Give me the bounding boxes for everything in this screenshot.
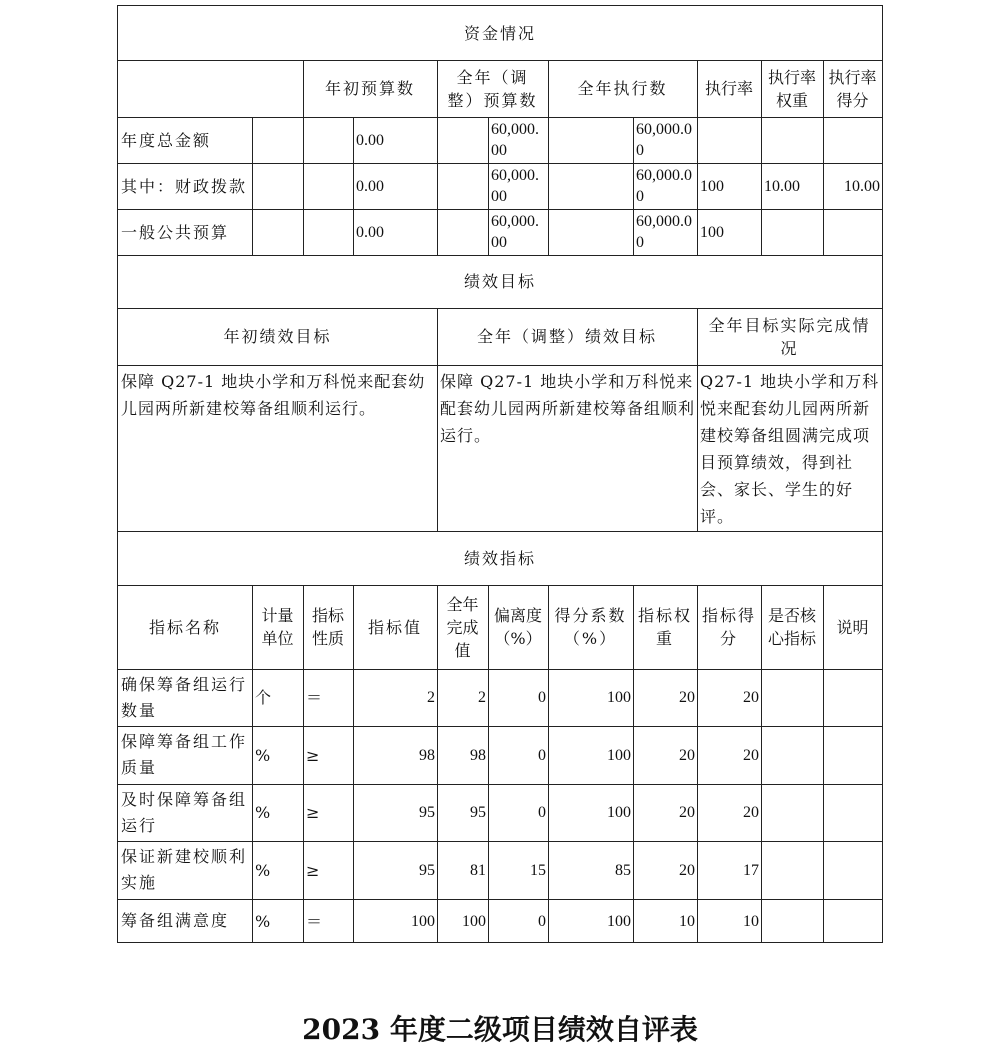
funds-row-score: 10.00 bbox=[844, 177, 880, 195]
ind-row-name: 保障筹备组工作质量 bbox=[121, 732, 248, 777]
indicators-section-title: 绩效指标 bbox=[463, 548, 536, 568]
ind-row-coefficient: 100 bbox=[607, 746, 631, 764]
ind-row-score: 10 bbox=[743, 912, 759, 930]
ind-row-note bbox=[823, 841, 882, 899]
ind-row-unit: % bbox=[255, 803, 271, 822]
ind-header-unit: 计量单位 bbox=[261, 606, 294, 648]
ind-row-nature: ≥ bbox=[306, 860, 320, 880]
ind-row-target: 98 bbox=[419, 746, 435, 764]
grid-line bbox=[548, 585, 549, 943]
funds-row-rate: 100 bbox=[700, 223, 724, 241]
ind-row-score: 17 bbox=[743, 861, 759, 879]
funds-row-label: 其中：财政拨款 bbox=[121, 176, 248, 196]
ind-row-name: 确保筹备组运行数量 bbox=[121, 674, 248, 720]
grid-line bbox=[117, 669, 883, 670]
grid-line bbox=[117, 841, 883, 842]
grid-line bbox=[117, 117, 883, 118]
header-adjusted-budget: 全年（调整）预算数 bbox=[447, 67, 538, 110]
grid-line bbox=[437, 308, 438, 531]
ind-row-actual: 81 bbox=[470, 861, 486, 879]
ind-row-unit: % bbox=[255, 911, 271, 931]
ind-row-coefficient: 85 bbox=[615, 861, 631, 879]
ind-row-weight: 10 bbox=[679, 912, 695, 930]
ind-row-weight: 20 bbox=[679, 746, 695, 764]
ind-row-core bbox=[761, 784, 823, 841]
grid-line bbox=[117, 255, 883, 256]
ind-row-core bbox=[761, 726, 823, 784]
ind-header-actual: 全年完成值 bbox=[446, 594, 479, 660]
ind-row-core bbox=[761, 841, 823, 899]
ind-row-nature: ≥ bbox=[306, 745, 320, 765]
grid-line bbox=[252, 585, 253, 943]
goals-adjusted-text: 保障 Q27-1 地块小学和万科悦来配套幼儿园两所新建校筹备组顺利运行。 bbox=[440, 372, 696, 445]
funds-row-executed: 60,000.00 bbox=[636, 213, 692, 251]
ind-row-actual: 2 bbox=[478, 689, 486, 706]
ind-row-target: 2 bbox=[427, 689, 435, 706]
ind-row-unit: 个 bbox=[255, 688, 272, 707]
funds-row-initial: 0.00 bbox=[356, 131, 384, 149]
grid-line bbox=[117, 60, 883, 61]
goals-actual-text: Q27-1 地块小学和万科悦来配套幼儿园两所新建校筹备组圆满完成项目预算绩效，得到社会、家长、学生的好评。 bbox=[700, 372, 880, 526]
grid-line bbox=[823, 60, 824, 255]
grid-line bbox=[117, 726, 883, 727]
grid-line bbox=[117, 531, 883, 532]
ind-row-deviation: 0 bbox=[538, 912, 546, 930]
ind-row-target: 100 bbox=[411, 912, 435, 930]
header-exec-score: 执行率得分 bbox=[828, 67, 877, 110]
grid-line bbox=[353, 117, 354, 255]
ind-row-weight: 20 bbox=[679, 689, 695, 706]
funds-row-label: 年度总金额 bbox=[121, 130, 212, 150]
grid-line bbox=[117, 308, 883, 309]
ind-header-nature: 指标性质 bbox=[311, 606, 344, 648]
funds-row-score bbox=[823, 209, 882, 255]
ind-row-actual: 100 bbox=[462, 912, 486, 930]
ind-row-unit: % bbox=[255, 860, 271, 880]
header-executed: 全年执行数 bbox=[577, 79, 668, 98]
goals-initial-text: 保障 Q27-1 地块小学和万科悦来配套幼儿园两所新建校筹备组顺利运行。 bbox=[121, 372, 426, 418]
ind-header-note: 说明 bbox=[836, 617, 869, 637]
document-title: 2023 年度二级项目绩效自评表 bbox=[302, 1013, 698, 1046]
ind-row-score: 20 bbox=[743, 689, 759, 706]
ind-row-coefficient: 100 bbox=[607, 912, 631, 930]
ind-header-deviation: 偏离度（%） bbox=[493, 606, 542, 648]
ind-row-note bbox=[823, 899, 882, 943]
grid-line bbox=[117, 5, 883, 6]
grid-line bbox=[697, 60, 698, 255]
funds-row-adjusted: 60,000.00 bbox=[491, 213, 539, 251]
ind-row-target: 95 bbox=[419, 861, 435, 879]
ind-row-name: 及时保障筹备组运行 bbox=[121, 789, 248, 835]
goals-header-adjusted: 全年（调整）绩效目标 bbox=[476, 327, 657, 346]
ind-row-actual: 98 bbox=[470, 746, 486, 764]
goals-section-title: 绩效目标 bbox=[463, 272, 536, 291]
funds-row-adjusted: 60,000.00 bbox=[491, 167, 539, 205]
ind-row-deviation: 15 bbox=[530, 861, 546, 879]
funds-row-label: 一般公共预算 bbox=[121, 222, 230, 242]
funds-row-rate bbox=[697, 117, 761, 163]
grid-line bbox=[117, 365, 883, 366]
header-exec-rate: 执行率 bbox=[704, 79, 753, 98]
funds-row-weight bbox=[761, 209, 823, 255]
ind-row-core bbox=[761, 899, 823, 943]
grid-line bbox=[633, 585, 634, 943]
ind-row-score: 20 bbox=[743, 804, 759, 821]
grid-line bbox=[697, 585, 698, 943]
goals-header-actual: 全年目标实际完成情况 bbox=[708, 315, 871, 358]
ind-row-nature: ≥ bbox=[306, 803, 320, 822]
funds-row-weight: 10.00 bbox=[764, 177, 800, 195]
ind-row-note bbox=[823, 726, 882, 784]
grid-line bbox=[882, 5, 883, 943]
ind-header-core: 是否核心指标 bbox=[767, 606, 816, 648]
grid-line bbox=[823, 585, 824, 943]
grid-line bbox=[488, 585, 489, 943]
ind-header-name: 指标名称 bbox=[148, 617, 221, 637]
funds-row-initial: 0.00 bbox=[356, 223, 384, 241]
ind-header-coefficient: 得分系数（%） bbox=[554, 606, 627, 648]
funds-section-title: 资金情况 bbox=[463, 23, 536, 43]
grid-line bbox=[437, 585, 438, 943]
header-exec-weight: 执行率权重 bbox=[767, 67, 816, 110]
ind-row-weight: 20 bbox=[679, 804, 695, 821]
grid-line bbox=[117, 585, 883, 586]
funds-row-initial: 0.00 bbox=[356, 177, 384, 195]
ind-row-core bbox=[761, 669, 823, 726]
grid-line bbox=[437, 60, 438, 255]
funds-row-executed: 60,000.00 bbox=[636, 121, 692, 159]
funds-row-rate: 100 bbox=[700, 177, 724, 195]
ind-header-score: 指标得分 bbox=[701, 606, 756, 648]
ind-row-deviation: 0 bbox=[538, 746, 546, 764]
grid-line bbox=[252, 117, 253, 255]
ind-header-weight: 指标权重 bbox=[637, 606, 692, 648]
grid-line bbox=[303, 60, 304, 255]
ind-row-note bbox=[823, 669, 882, 726]
ind-row-unit: % bbox=[255, 745, 271, 765]
header-initial-budget: 年初预算数 bbox=[324, 79, 415, 98]
funds-row-executed: 60,000.00 bbox=[636, 167, 692, 205]
grid-line bbox=[697, 308, 698, 531]
grid-line bbox=[117, 899, 883, 900]
grid-line bbox=[303, 585, 304, 943]
ind-header-target: 指标值 bbox=[367, 617, 422, 637]
ind-row-actual: 95 bbox=[470, 804, 486, 821]
ind-row-deviation: 0 bbox=[538, 804, 546, 821]
ind-row-note bbox=[823, 784, 882, 841]
ind-row-nature: ＝ bbox=[306, 688, 323, 707]
ind-row-name: 保证新建校顺利实施 bbox=[121, 847, 248, 892]
ind-row-coefficient: 100 bbox=[607, 689, 631, 706]
grid-line bbox=[353, 585, 354, 943]
grid-line bbox=[117, 784, 883, 785]
grid-line bbox=[761, 585, 762, 943]
ind-row-weight: 20 bbox=[679, 861, 695, 879]
ind-row-nature: ＝ bbox=[306, 911, 323, 931]
grid-line bbox=[117, 163, 883, 164]
goals-header-initial: 年初绩效目标 bbox=[223, 327, 332, 346]
grid-line bbox=[548, 60, 549, 255]
funds-row-adjusted: 60,000.00 bbox=[491, 121, 539, 159]
grid-line bbox=[117, 209, 883, 210]
grid-line bbox=[117, 942, 883, 943]
funds-row-weight bbox=[761, 117, 823, 163]
ind-row-coefficient: 100 bbox=[607, 804, 631, 821]
ind-row-name: 筹备组满意度 bbox=[121, 911, 230, 930]
funds-row-score bbox=[823, 117, 882, 163]
ind-row-target: 95 bbox=[419, 804, 435, 821]
grid-line bbox=[117, 5, 118, 943]
grid-line bbox=[761, 60, 762, 255]
ind-row-score: 20 bbox=[743, 746, 759, 764]
ind-row-deviation: 0 bbox=[538, 689, 546, 706]
grid-line bbox=[633, 117, 634, 255]
grid-line bbox=[488, 117, 489, 255]
